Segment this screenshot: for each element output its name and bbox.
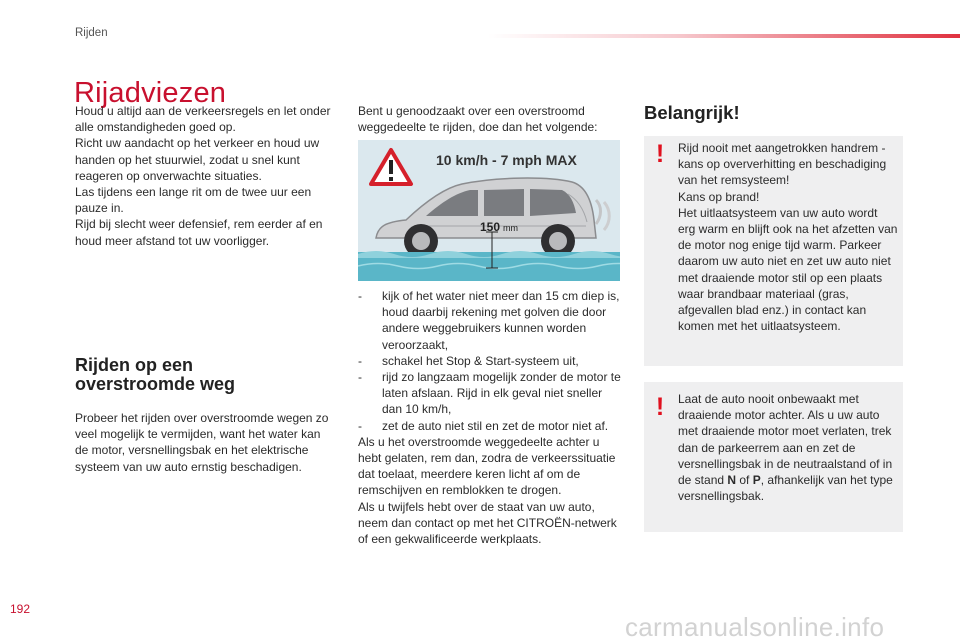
list-dash: - xyxy=(358,370,362,385)
exclamation-icon: ! xyxy=(655,393,665,421)
speed-limit-label: 10 km/h - 7 mph MAX xyxy=(436,152,577,168)
flooded-road-illustration xyxy=(358,140,620,281)
gear-n-label: N xyxy=(727,473,737,488)
intro-paragraph: Rijd bij slecht weer defensief, rem eerder af en houd meer afstand tot uw voorligger. xyxy=(75,217,323,248)
warning-note-handbrake xyxy=(644,136,903,366)
watermark: carmanualsonline.info xyxy=(625,612,885,642)
gear-p-label: P xyxy=(752,473,761,488)
note-text xyxy=(678,391,898,504)
lead-text xyxy=(358,103,618,135)
list-item-text: kijk of het water niet meer dan 15 cm diep is, houd daarbij rekening met golven die door andere weggebruikers kunnen worden veroorzaakt, xyxy=(382,289,620,352)
intro-paragraph: Richt uw aandacht op het verkeer en houd uw handen op het stuurwiel, zodat u snel kunt reageren op onverwachte situaties. xyxy=(75,136,320,183)
note-paragraph: Het uitlaatsysteem van uw auto wordt erg warm en blijft ook na het afzetten van de motor nog enige tijd warm. Parkeer daarom uw auto niet en zet uw auto niet met draaiende motor stil op een plaats waar brandbaar materiaal (gras, afgevallen blad enz.) in contact kan komen met het uitlaatsysteem. xyxy=(678,205,898,334)
note-text xyxy=(678,140,898,334)
list-dash: - xyxy=(358,353,362,368)
list-item xyxy=(358,418,622,434)
list-dash: - xyxy=(358,289,362,303)
car-illustration xyxy=(376,178,609,258)
after-paragraph: Als u het overstroomde weggedeelte achter u hebt gelaten, rem dan, zodra de verkeerssituatie dat toelaat, meerdere keren licht af om de remschijven en remblokken te drogen. xyxy=(358,434,616,498)
note-paragraph: Kans op brand! xyxy=(678,189,760,204)
list-item xyxy=(358,288,622,353)
flood-heading xyxy=(75,356,337,394)
warning-note-engine-running xyxy=(644,382,903,532)
depth-value: 150 xyxy=(480,220,501,234)
section-tag: Rijden xyxy=(75,27,108,39)
list-item xyxy=(358,369,622,418)
warning-triangle-icon xyxy=(371,150,411,184)
header-accent-bar xyxy=(488,34,960,38)
after-paragraph: Als u twijfels hebt over de staat van uw auto, neem dan contact op met het CITROËN-netwerk of een gekwalificeerde werkplaats. xyxy=(358,499,617,547)
flood-paragraph: Probeer het rijden over overstroomde wegen zo veel mogelijk te vermijden, want het water kan de motor, versnellingsbak en het elektrische systeem van uw auto ernstig beschadigen. xyxy=(75,411,329,474)
note-text-part: Laat de auto nooit onbewaakt met draaiende motor achter. Als u uw auto met draaiende motor moet verlaten, trek dan de parkeerrem aan en zet de versnellingsbak in de neutraalstand of in de stand xyxy=(678,392,893,488)
note-paragraph: Rijd nooit met aangetrokken handrem - kans op oververhitting en beschadiging van het remsysteem! xyxy=(678,141,887,188)
flood-text xyxy=(75,410,337,475)
list-item-text: schakel het Stop & Start-systeem uit, xyxy=(382,353,579,368)
page-number: 192 xyxy=(10,602,31,616)
steps-list xyxy=(358,288,622,547)
lead-paragraph: Bent u genoodzaakt over een overstroomd weggedeelte te rijden, doe dan het volgende: xyxy=(358,104,598,135)
important-heading: Belangrijk! xyxy=(644,102,740,123)
flood-heading-line: overstroomde weg xyxy=(75,374,236,394)
exclamation-icon: ! xyxy=(655,140,665,168)
flood-heading-line: Rijden op een xyxy=(75,355,194,375)
intro-text xyxy=(75,103,337,249)
note-text-part: of xyxy=(736,473,753,488)
intro-paragraph: Las tijdens een lange rit om de twee uur een pauze in. xyxy=(75,185,312,216)
list-item-text: zet de auto niet stil en zet de motor niet af. xyxy=(382,418,609,433)
list-dash: - xyxy=(358,418,362,433)
water-illustration xyxy=(358,251,620,281)
intro-paragraph: Houd u altijd aan de verkeersregels en let onder alle omstandigheden goed op. xyxy=(75,104,331,135)
list-item-text: rijd zo langzaam mogelijk zonder de motor te laten afslaan. Rijd in elk geval niet sneller dan 10 km/h, xyxy=(382,370,621,417)
page-title: Rijadviezen xyxy=(74,77,227,110)
list-item xyxy=(358,353,622,369)
note-text-part: , afhankelijk van het type versnellingsbak. xyxy=(678,473,893,504)
depth-unit: mm xyxy=(503,223,518,233)
